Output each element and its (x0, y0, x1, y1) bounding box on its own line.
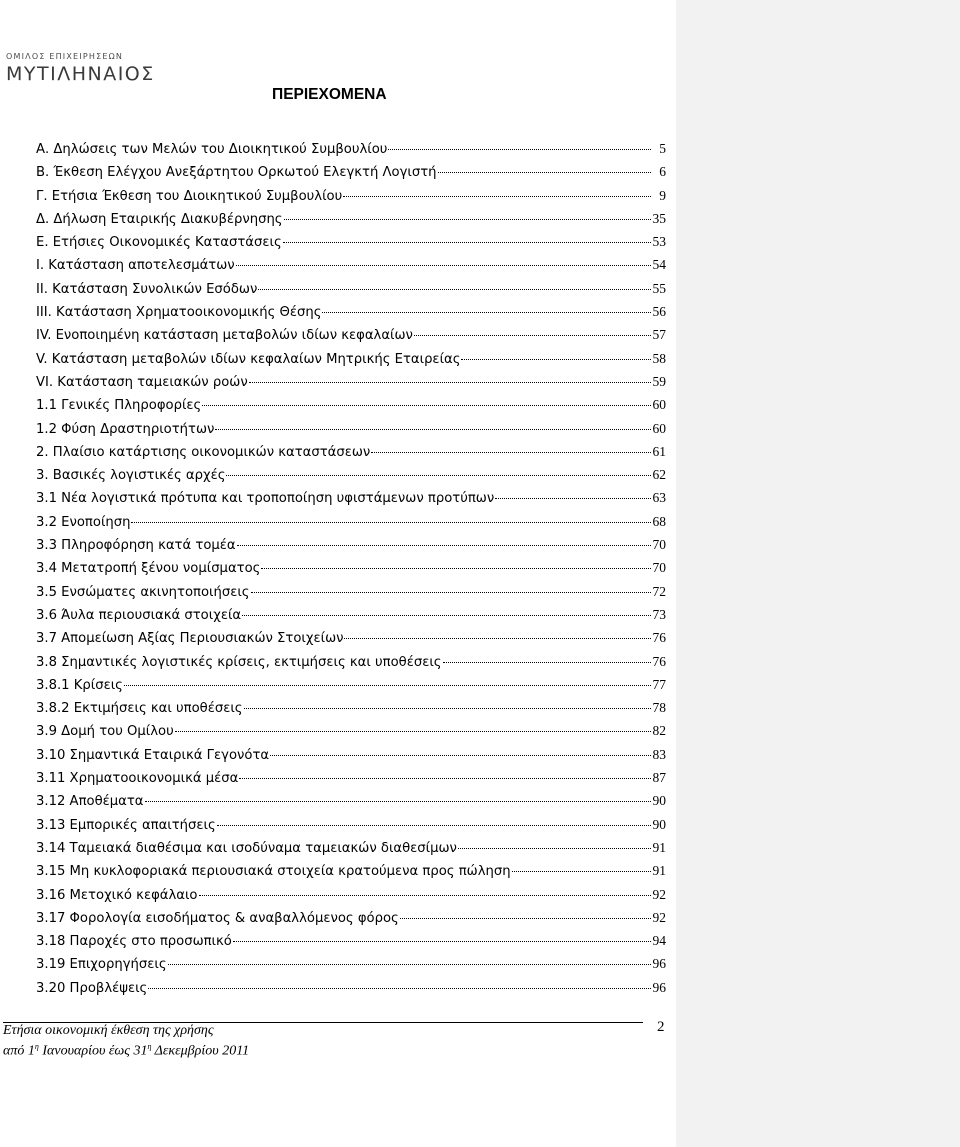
toc-entry-label: Δ. Δήλωση Εταιρικής Διακυβέρνησης (36, 211, 283, 227)
toc-entry[interactable] (36, 580, 666, 603)
toc-entry-page: 72 (652, 583, 666, 599)
toc-entry-label: 1.1 Γενικές Πληροφορίες (36, 398, 202, 414)
toc-entry-page: 9 (659, 187, 666, 203)
toc-entry-label: 2. Πλαίσιο κατάρτισης οικονομικών καταστάσεων (36, 444, 371, 460)
toc-entry-label: 3.4 Μετατροπή ξένου νομίσματος (36, 561, 261, 577)
toc-entry[interactable] (36, 556, 666, 579)
toc-dot-leader (414, 335, 651, 336)
toc-entry[interactable] (36, 789, 666, 812)
toc-dot-leader (202, 405, 651, 406)
toc-dot-leader (284, 219, 651, 220)
toc-entry-page: 60 (652, 420, 666, 436)
toc-entry-page: 6 (659, 164, 666, 180)
toc-entry-page: 76 (652, 630, 666, 646)
toc-entry[interactable] (36, 603, 666, 626)
toc-entry[interactable] (36, 417, 666, 440)
toc-entry-page: 54 (652, 257, 666, 273)
toc-entry-page: 90 (652, 793, 666, 809)
toc-dot-leader (400, 918, 651, 919)
toc-entry-page: 91 (652, 863, 666, 879)
toc-entry[interactable] (36, 836, 666, 859)
toc-dot-leader (239, 778, 651, 779)
logo-name: ΜΥΤΙΛΗΝΑΙΟΣ (6, 63, 155, 85)
toc-entry-page: 58 (652, 350, 666, 366)
toc-entry-label: 1.2 Φύση Δραστηριοτήτων (36, 421, 215, 437)
toc-entry-label: Γ. Ετήσια Έκθεση του Διοικητικού Συμβουλίου (36, 188, 343, 204)
toc-entry[interactable] (36, 300, 666, 323)
toc-entry-label: VI. Κατάσταση ταμειακών ροών (36, 374, 248, 390)
toc-dot-leader (131, 522, 651, 523)
toc-dot-leader (145, 801, 652, 802)
toc-entry-label: III. Κατάσταση Χρηματοοικονομικής Θέσης (36, 305, 322, 321)
toc-entry-page: 96 (652, 956, 666, 972)
toc-entry[interactable] (36, 673, 666, 696)
toc-entry-page: 73 (652, 606, 666, 622)
toc-entry-label: Ε. Ετήσιες Οικονομικές Καταστάσεις (36, 235, 282, 251)
toc-entry-label: 3.20 Προβλέψεις (36, 980, 148, 996)
toc-entry-label: 3. Βασικές λογιστικές αρχές (36, 468, 226, 484)
toc-entry-label: 3.5 Ενσώματες ακινητοποιήσεις (36, 584, 250, 600)
toc-entry[interactable] (36, 440, 666, 463)
toc-entry-page: 5 (659, 141, 666, 156)
toc-dot-leader (226, 475, 651, 476)
toc-entry-label: 3.18 Παροχές στο προσωπικό (36, 934, 232, 950)
toc-entry-page: 87 (652, 770, 666, 786)
toc-entry[interactable] (36, 160, 666, 183)
toc-dot-leader (261, 568, 651, 569)
toc-entry[interactable] (36, 323, 666, 346)
toc-dot-leader (495, 498, 651, 499)
toc-entry[interactable] (36, 370, 666, 393)
company-logo (6, 52, 186, 84)
toc-entry-page: 68 (652, 513, 666, 529)
toc-entry-label: 3.2 Ενοποίηση (36, 514, 131, 530)
toc-entry[interactable] (36, 277, 666, 300)
toc-entry[interactable] (36, 463, 666, 486)
toc-dot-leader (443, 662, 651, 663)
toc-entry-page: 59 (652, 373, 666, 389)
toc-dot-leader (322, 312, 651, 313)
toc-entry[interactable] (36, 393, 666, 416)
toc-entry[interactable] (36, 650, 666, 673)
toc-entry-page: 60 (652, 397, 666, 413)
toc-entry[interactable] (36, 253, 666, 276)
toc-entry-label: 3.14 Ταμειακά διαθέσιμα και ισοδύναμα ταμειακών διαθεσίμων (36, 840, 457, 856)
toc-entry-label: 3.9 Δομή του Ομίλου (36, 724, 174, 740)
toc-entry-page: 35 (652, 210, 666, 226)
toc-entry-label: 3.8.2 Εκτιμήσεις και υποθέσεις (36, 701, 243, 717)
toc-entry[interactable] (36, 883, 666, 906)
toc-dot-leader (217, 825, 651, 826)
toc-dot-leader (270, 755, 651, 756)
toc-entry-label: V. Κατάσταση μεταβολών ιδίων κεφαλαίων Μητρικής Εταιρείας (36, 351, 461, 367)
toc-entry-page: 62 (652, 467, 666, 483)
toc-dot-leader (236, 265, 651, 266)
toc-entry[interactable] (36, 696, 666, 719)
toc-dot-leader (461, 359, 651, 360)
toc-dot-leader (199, 895, 651, 896)
toc-entry[interactable] (36, 906, 666, 929)
toc-dot-leader (438, 172, 651, 173)
toc-entry[interactable] (36, 486, 666, 509)
toc-entry-label: 3.19 Επιχορηγήσεις (36, 957, 167, 973)
toc-entry[interactable] (36, 230, 666, 253)
toc-entry[interactable] (36, 929, 666, 952)
toc-entry[interactable] (36, 976, 666, 999)
toc-entry-label: 3.17 Φορολογία εισοδήματος & αναβαλλόμενος φόρος (36, 910, 399, 926)
toc-entry-label: 3.8.1 Κρίσεις (36, 677, 123, 693)
toc-entry-label: Α. Δηλώσεις των Μελών του Διοικητικού Συμβουλίου (36, 142, 388, 157)
toc-dot-leader (343, 196, 651, 197)
toc-dot-leader (237, 545, 651, 546)
toc-entry-page: 82 (652, 723, 666, 739)
toc-dot-leader (458, 848, 651, 849)
toc-entry-page: 77 (652, 676, 666, 692)
logo-tagline: ΟΜΙΛΟΣ ΕΠΙΧΕΙΡΗΣΕΩΝ (6, 52, 124, 61)
toc-dot-leader (124, 685, 651, 686)
toc-entry-page: 55 (652, 280, 666, 296)
page-number: 2 (657, 1019, 665, 1035)
toc-entry[interactable] (36, 743, 666, 766)
toc-entry[interactable] (36, 859, 666, 882)
toc-entry-page: 92 (652, 909, 666, 925)
toc-entry[interactable] (36, 137, 666, 160)
toc-entry-label: 3.12 Αποθέματα (36, 794, 144, 810)
toc-entry-label: 3.16 Μετοχικό κεφάλαιο (36, 887, 198, 903)
toc-entry[interactable] (36, 952, 666, 975)
toc-dot-leader (168, 964, 651, 965)
toc-entry-label: 3.7 Απομείωση Αξίας Περιουσιακών Στοιχείων (36, 631, 344, 647)
footer-period: από $1^\eta$ Ιανουαρίου έως $31^\eta$ Δεκεμβρίου 2011 (3, 1042, 250, 1059)
toc-entry[interactable] (36, 626, 666, 649)
toc-entry-page: 96 (652, 979, 666, 995)
page-title: ΠΕΡΙΕΧΟΜΕΝΑ (272, 86, 387, 103)
toc-dot-leader (175, 731, 651, 732)
toc-entry-label: II. Κατάσταση Συνολικών Εσόδων (36, 281, 258, 297)
toc-entry[interactable] (36, 347, 666, 370)
toc-dot-leader (251, 592, 651, 593)
toc-entry-label: 3.3 Πληροφόρηση κατά τομέα (36, 538, 236, 554)
toc-entry-page: 83 (652, 746, 666, 762)
toc-entry-page: 94 (652, 933, 666, 949)
toc-entry[interactable] (36, 813, 666, 836)
toc-entry[interactable] (36, 184, 666, 207)
toc-entry[interactable] (36, 766, 666, 789)
toc-dot-leader (244, 708, 651, 709)
toc-entry-label: 3.13 Εμπορικές απαιτήσεις (36, 817, 216, 833)
toc-entry-page: 63 (652, 490, 666, 506)
toc-dot-leader (233, 941, 651, 942)
toc-entry-page: 91 (652, 839, 666, 855)
toc-entry-label: I. Κατάσταση αποτελεσμάτων (36, 258, 235, 274)
toc-entry-page: 76 (652, 653, 666, 669)
toc-entry-page: 61 (652, 443, 666, 459)
toc-entry-page: 78 (652, 700, 666, 716)
toc-entry-label: Β. Έκθεση Ελέγχου Ανεξάρτητου Ορκωτού Ελεγκτή Λογιστή (36, 165, 437, 181)
toc-dot-leader (242, 615, 651, 616)
toc-dot-leader (344, 638, 651, 639)
toc-entry-label: 3.11 Χρηματοοικονομικά μέσα (36, 771, 239, 787)
toc-entry-page: 57 (652, 327, 666, 343)
toc-dot-leader (258, 289, 651, 290)
toc-dot-leader (512, 871, 651, 872)
toc-entry[interactable] (36, 533, 666, 556)
toc-dot-leader (148, 988, 651, 989)
toc-entry-label: 3.6 Άυλα περιουσιακά στοιχεία (36, 607, 242, 623)
toc-entry-page: 70 (652, 537, 666, 553)
comment-margin-panel (676, 0, 960, 1147)
toc-dot-leader (215, 429, 651, 430)
toc-entry-page: 56 (652, 304, 666, 320)
footer-report-title: Ετήσια οικονομική έκθεση της χρήσης (3, 1023, 214, 1038)
toc-entry[interactable] (36, 207, 666, 230)
toc-entry-label: 3.10 Σημαντικά Εταιρικά Γεγονότα (36, 747, 270, 763)
toc-entry[interactable] (36, 510, 666, 533)
toc-dot-leader (283, 242, 651, 243)
toc-entry[interactable] (36, 719, 666, 742)
toc-dot-leader (249, 382, 651, 383)
toc-entry-label: 3.8 Σημαντικές λογιστικές κρίσεις, εκτιμήσεις και υποθέσεις (36, 654, 442, 670)
table-of-contents (36, 137, 666, 999)
toc-dot-leader (371, 452, 651, 453)
toc-entry-label: IV. Ενοποιημένη κατάσταση μεταβολών ιδίων κεφαλαίων (36, 328, 413, 344)
toc-entry-page: 92 (652, 886, 666, 902)
toc-entry-label: 3.1 Νέα λογιστικά πρότυπα και τροποποίηση υφιστάμενων προτύπων (36, 491, 495, 507)
toc-entry-page: 53 (652, 234, 666, 250)
toc-entry-page: 70 (652, 560, 666, 576)
toc-entry-label: 3.15 Μη κυκλοφοριακά περιουσιακά στοιχεία κρατούμενα προς πώληση (36, 864, 511, 880)
toc-dot-leader (388, 149, 651, 150)
toc-entry-page: 90 (652, 816, 666, 832)
